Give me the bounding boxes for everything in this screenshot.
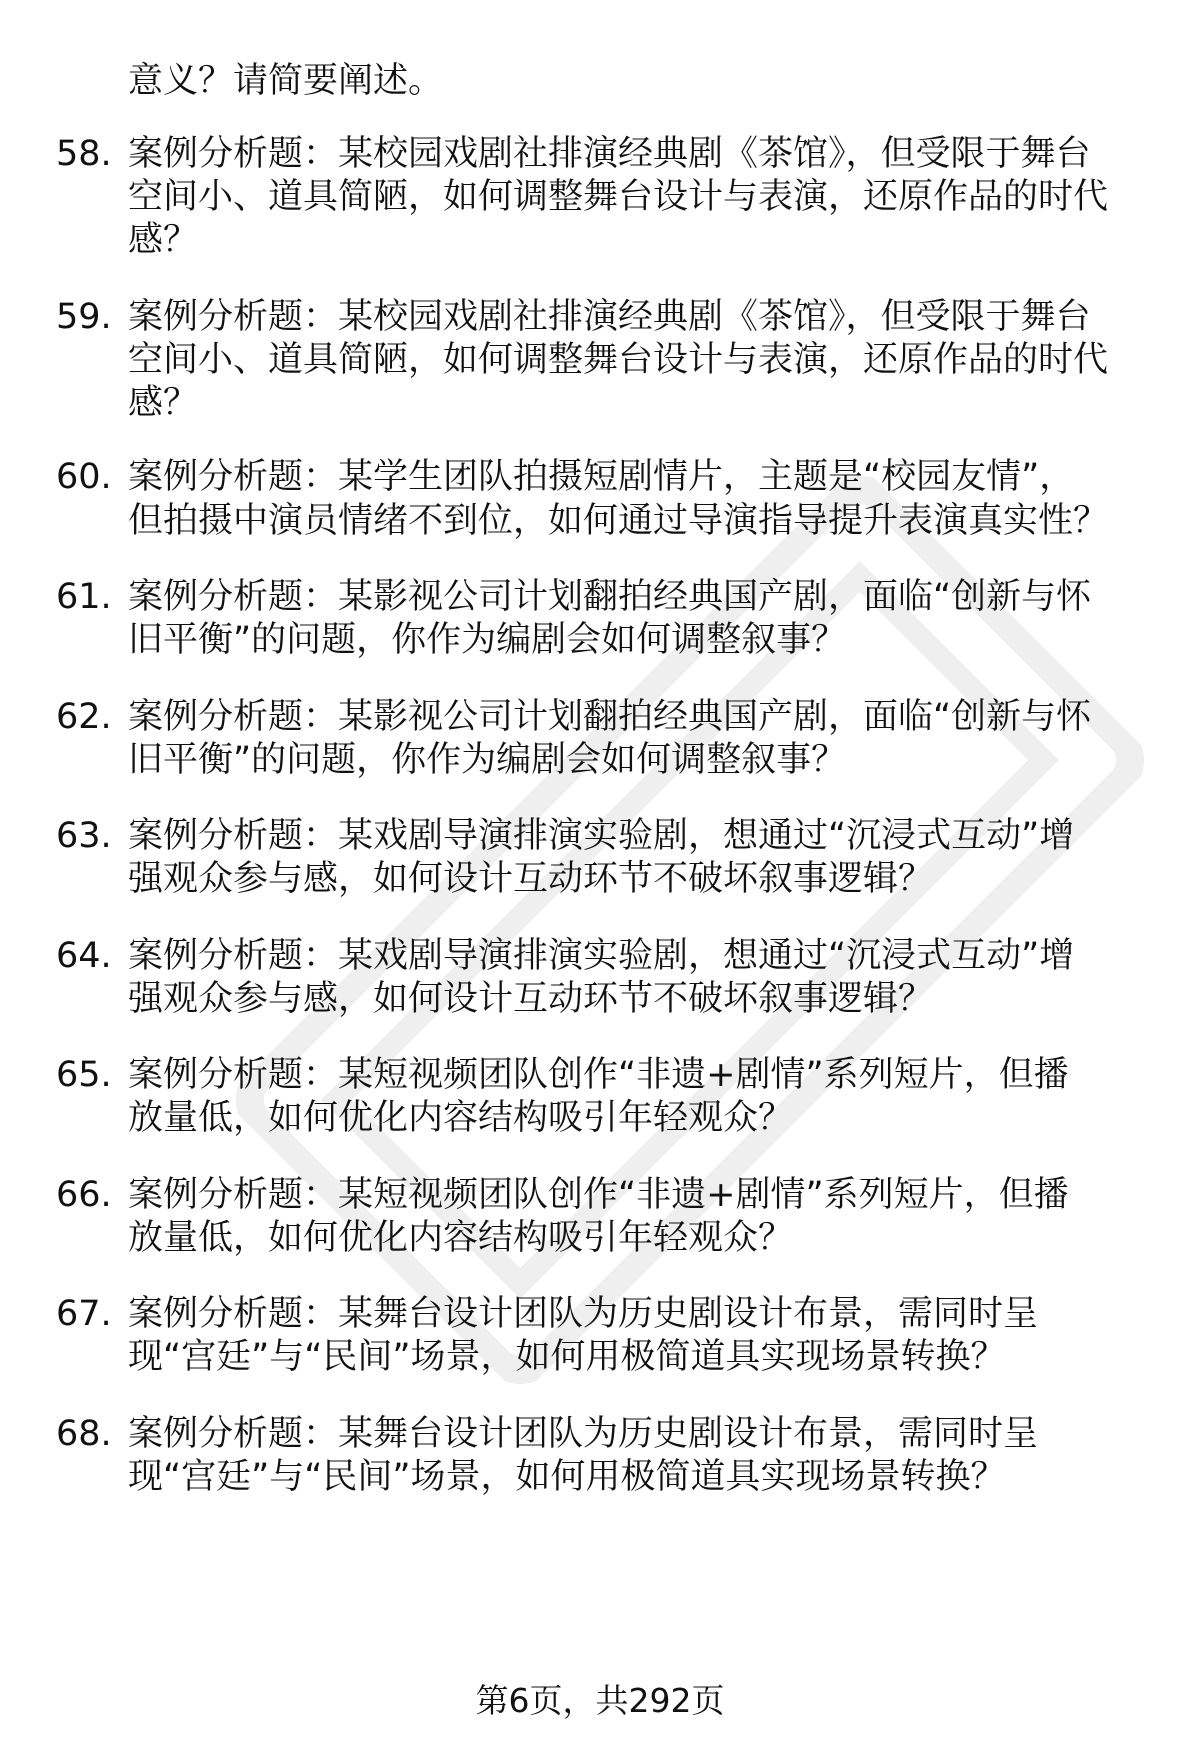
question-line: 旧平衡”的问题，你作为编剧会如何调整叙事？ (128, 620, 847, 660)
question-line: 感？ (128, 383, 199, 423)
question-number: 68. (56, 1414, 112, 1454)
question-line: 空间小、道具简陋，如何调整舞台设计与表演，还原作品的时代 (128, 177, 1109, 217)
question-line: 但拍摄中演员情绪不到位，如何通过导演指导提升表演真实性？ (128, 501, 1109, 541)
question-line: 案例分析题：某戏剧导演排演实验剧，想通过“沉浸式互动”增 (128, 816, 1075, 856)
question-line: 案例分析题：某校园戏剧社排演经典剧《茶馆》，但受限于舞台 (128, 134, 1091, 174)
question-number: 65. (56, 1055, 112, 1095)
question-line: 放量低，如何优化内容结构吸引年轻观众？ (128, 1218, 794, 1258)
question-line: 案例分析题：某影视公司计划翻拍经典国产剧，面临“创新与怀 (128, 697, 1092, 737)
question-number: 64. (56, 936, 112, 976)
question-number: 67. (56, 1294, 112, 1334)
question-number: 63. (56, 816, 112, 856)
question-line: 案例分析题：某短视频团队创作“非遗+剧情”系列短片，但播 (128, 1055, 1069, 1095)
question-number: 62. (56, 697, 112, 737)
question-number: 60. (56, 457, 112, 497)
question-line: 案例分析题：某戏剧导演排演实验剧，想通过“沉浸式互动”增 (128, 936, 1075, 976)
question-line: 空间小、道具简陋，如何调整舞台设计与表演，还原作品的时代 (128, 340, 1109, 380)
question-line: 案例分析题：某舞台设计团队为历史剧设计布景，需同时呈 (128, 1414, 1039, 1454)
question-number: 61. (56, 577, 112, 617)
question-number: 58. (56, 134, 112, 174)
intro-line: 意义？请简要阐述。 (128, 61, 444, 101)
question-line: 案例分析题：某学生团队拍摄短剧情片，主题是“校园友情”， (128, 457, 1075, 497)
question-line: 现“宫廷”与“民间”场景，如何用极简道具实现场景转换？ (128, 1337, 1006, 1377)
question-number: 59. (56, 297, 112, 337)
page-footer: 第6页，共292页 (475, 1681, 725, 1720)
question-line: 案例分析题：某影视公司计划翻拍经典国产剧，面临“创新与怀 (128, 577, 1092, 617)
question-line: 案例分析题：某校园戏剧社排演经典剧《茶馆》，但受限于舞台 (128, 297, 1091, 337)
question-line: 案例分析题：某舞台设计团队为历史剧设计布景，需同时呈 (128, 1294, 1039, 1334)
question-number: 66. (56, 1175, 112, 1215)
question-line: 放量低，如何优化内容结构吸引年轻观众？ (128, 1098, 794, 1138)
question-line: 感？ (128, 220, 199, 260)
question-line: 旧平衡”的问题，你作为编剧会如何调整叙事？ (128, 740, 847, 780)
question-line: 案例分析题：某短视频团队创作“非遗+剧情”系列短片，但播 (128, 1175, 1069, 1215)
question-line: 现“宫廷”与“民间”场景，如何用极简道具实现场景转换？ (128, 1457, 1006, 1497)
question-line: 强观众参与感，如何设计互动环节不破坏叙事逻辑？ (128, 859, 934, 899)
question-line: 强观众参与感，如何设计互动环节不破坏叙事逻辑？ (128, 979, 934, 1019)
